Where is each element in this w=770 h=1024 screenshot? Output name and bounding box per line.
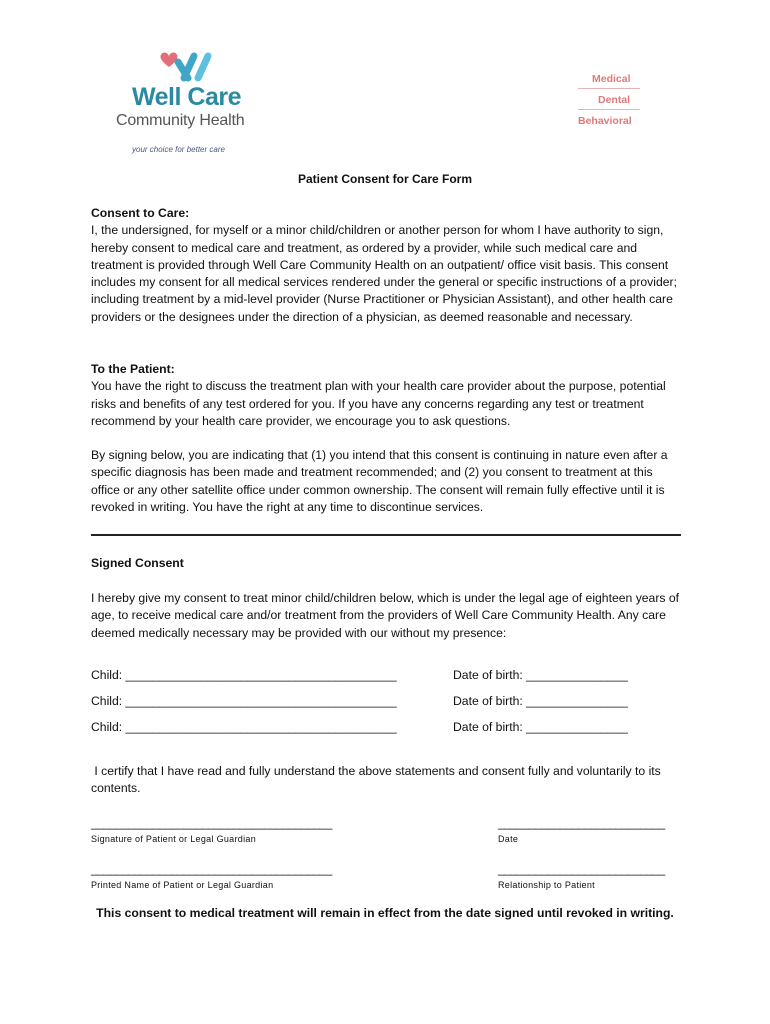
- to-the-patient-text: You have the right to discuss the treatment plan with your health care provider about the purpose, potential risks and benefits of any test ordered for you. If you have any concerns regarding any test or treatment recommend by your health care provider, we encourage you to ask questions.: [91, 379, 666, 428]
- relationship-label: Relationship to Patient: [498, 880, 595, 890]
- form-title: Patient Consent for Care Form: [297, 172, 473, 186]
- child-dob-field[interactable]: Date of birth: _______________: [453, 720, 628, 734]
- printed-name-label: Printed Name of Patient or Legal Guardian: [91, 880, 274, 890]
- child-dob-field[interactable]: Date of birth: _______________: [453, 668, 628, 682]
- section-divider: [91, 534, 681, 536]
- well-care-logo: [112, 50, 262, 160]
- service-dental: Dental: [598, 94, 631, 106]
- consent-to-care-section: [91, 205, 681, 326]
- signed-consent-text: I hereby give my consent to treat minor child/children below, which is under the legal age of eighteen years of age, to receive medical care and/or treatment from the providers of Well Care Community Health. Any care deemed medically necessary may be provided with our without my presence:: [91, 591, 680, 640]
- to-the-patient-section: [91, 361, 681, 430]
- logo-subtitle: Community Health: [116, 112, 245, 129]
- signing-statement: By signing below, you are indicating that (1) you intend that this consent is continuing in nature even after a specific diagnosis has been made and treatment recommended; and (2) you consent to treatment at this office or any other satellite office under common ownership. The consent will remain fully effective until it is revoked in writing. You have the right at any time to discontinue services.: [91, 448, 668, 514]
- service-medical: Medical: [592, 73, 631, 85]
- date-field[interactable]: ___________________________: [498, 816, 665, 830]
- relationship-field[interactable]: ___________________________: [498, 862, 665, 876]
- signature-label: Signature of Patient or Legal Guardian: [91, 834, 257, 844]
- child-name-field[interactable]: Child: ________________________________________: [91, 720, 397, 734]
- service-behavioral: Behavioral: [578, 115, 632, 127]
- service-divider: [578, 88, 640, 89]
- child-name-field[interactable]: Child: ________________________________________: [91, 668, 397, 682]
- to-the-patient-heading: To the Patient:: [91, 362, 175, 376]
- date-label: Date: [498, 834, 519, 844]
- consent-to-care-heading: Consent to Care:: [91, 206, 190, 220]
- consent-to-care-text: I, the undersigned, for myself or a minor child/children or another person for whom I have authority to sign, hereby consent to medical care and treatment, as ordered by a provider, while such medical care and treatment is provided through Well Care Community Health on an outpatient/ office visit basis. This consent includes my consent for all medical services rendered under the general or specific instructions of a provider; including treatment by a mid-level provider (Nurse Practitioner or Physician Assistant), and other health care providers or the designees under the direction of a physician, as deemed reasonable and necessary.: [91, 223, 677, 324]
- child-name-field[interactable]: Child: ________________________________________: [91, 694, 397, 708]
- service-divider: [578, 109, 640, 110]
- signature-field[interactable]: _______________________________________: [91, 816, 332, 830]
- signed-consent-heading: Signed Consent: [91, 556, 184, 570]
- footer-statement: This consent to medical treatment will remain in effect from the date signed until revoked in writing.: [96, 906, 674, 920]
- certification-statement: I certify that I have read and fully understand the above statements and consent fully and voluntarily to its contents.: [91, 764, 665, 796]
- child-dob-field[interactable]: Date of birth: _______________: [453, 694, 628, 708]
- logo-tagline: your choice for better care: [132, 145, 225, 154]
- printed-name-field[interactable]: _______________________________________: [91, 862, 332, 876]
- heart-and-bars-logo-icon: [158, 50, 228, 84]
- logo-name: Well Care: [132, 83, 241, 111]
